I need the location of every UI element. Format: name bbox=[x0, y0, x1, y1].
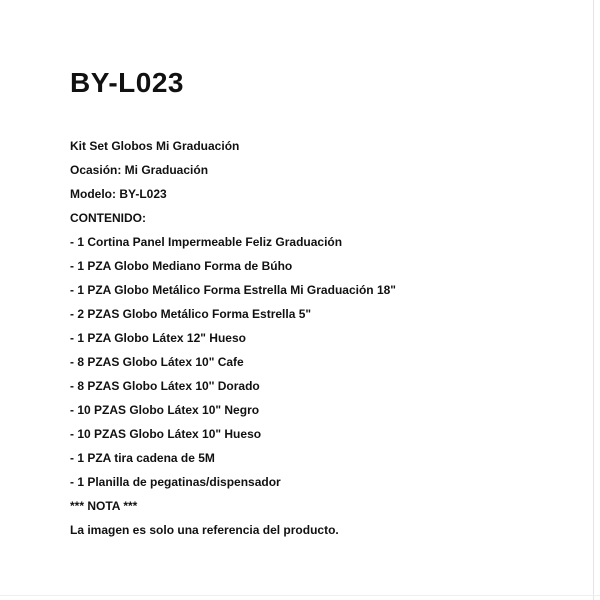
note-heading: *** NOTA *** bbox=[70, 499, 138, 513]
note-text: La imagen es solo una referencia del producto. bbox=[70, 523, 339, 537]
contents-item: - 8 PZAS Globo Látex 10'' Dorado bbox=[70, 379, 260, 393]
contents-item: - 10 PZAS Globo Látex 10" Negro bbox=[70, 403, 260, 417]
contents-item: - 1 Planilla de pegatinas/dispensador bbox=[70, 475, 281, 489]
product-description bbox=[70, 134, 396, 542]
contents-item: - 1 PZA Globo Mediano Forma de Búho bbox=[70, 259, 293, 273]
contents-item: - 1 PZA tira cadena de 5M bbox=[70, 451, 215, 465]
contents-item: - 8 PZAS Globo Látex 10" Cafe bbox=[70, 355, 244, 369]
description-line-kit-name: Kit Set Globos Mi Graduación bbox=[70, 139, 240, 153]
description-line-model: Modelo: BY-L023 bbox=[70, 187, 167, 201]
product-code-title: BY-L023 bbox=[70, 67, 184, 98]
contents-item: - 1 PZA Globo Látex 12" Hueso bbox=[70, 331, 246, 345]
contents-item: - 1 Cortina Panel Impermeable Feliz Graduación bbox=[70, 235, 343, 249]
description-line-contents-heading: CONTENIDO: bbox=[70, 211, 146, 225]
bottom-edge-divider bbox=[0, 595, 600, 596]
contents-item: - 2 PZAS Globo Metálico Forma Estrella 5" bbox=[70, 307, 312, 321]
right-edge-divider bbox=[593, 0, 594, 600]
contents-item: - 1 PZA Globo Metálico Forma Estrella Mi Graduación 18" bbox=[70, 283, 396, 297]
contents-item: - 10 PZAS Globo Látex 10" Hueso bbox=[70, 427, 262, 441]
description-line-occasion: Ocasión: Mi Graduación bbox=[70, 163, 209, 177]
